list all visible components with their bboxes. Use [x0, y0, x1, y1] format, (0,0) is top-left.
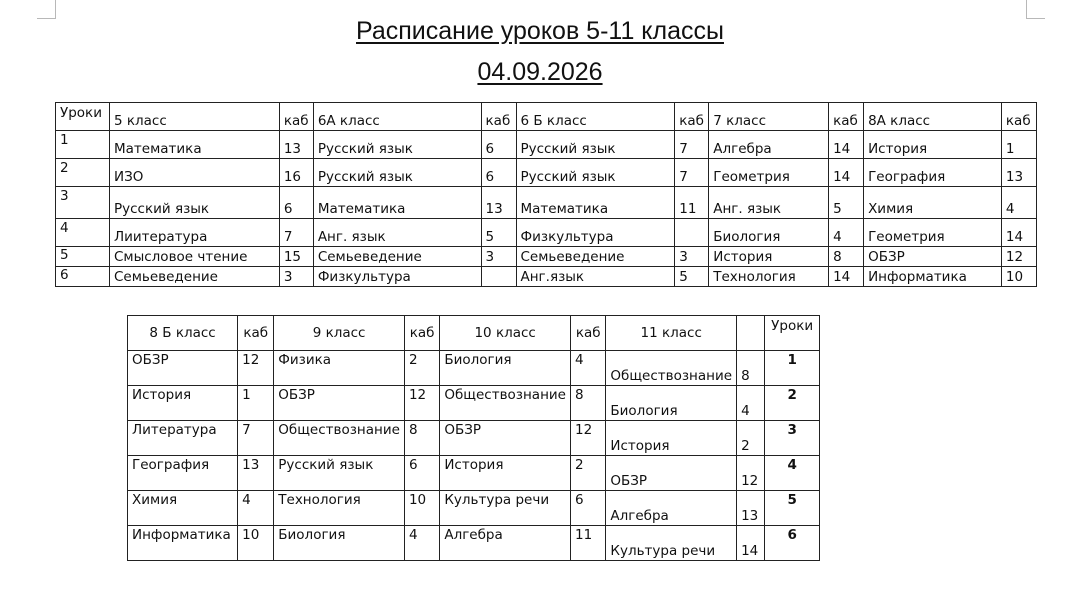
- subject-cell: История: [864, 131, 1002, 159]
- room-cell: 6: [571, 491, 606, 526]
- lesson-number: 2: [56, 159, 110, 187]
- table-header-row: [56, 103, 1037, 131]
- subject-cell: Русский язык: [516, 131, 675, 159]
- subject-cell: Биология: [274, 526, 405, 561]
- subject-cell: Математика: [313, 187, 481, 219]
- schedule-table-5-8a: [55, 102, 1037, 287]
- room-cell: 8: [571, 386, 606, 421]
- subject-cell: ОБЗР: [606, 456, 737, 491]
- subject-cell: Технология: [709, 267, 829, 287]
- subject-cell: Химия: [128, 491, 238, 526]
- room-cell: 4: [1001, 187, 1036, 219]
- room-cell: 13: [279, 131, 313, 159]
- lesson-number: 5: [765, 491, 820, 526]
- room-cell: 10: [404, 491, 439, 526]
- class-header: 8А класс: [864, 103, 1002, 131]
- room-cell: 7: [675, 131, 709, 159]
- subject-cell: История: [606, 421, 737, 456]
- subject-cell: Семьеведение: [313, 247, 481, 267]
- room-cell: 4: [571, 351, 606, 386]
- room-cell: 13: [238, 456, 274, 491]
- class-header: 7 класс: [709, 103, 829, 131]
- class-header: 5 класс: [109, 103, 279, 131]
- table-row: [56, 219, 1037, 247]
- class-header: 10 класс: [440, 316, 571, 351]
- subject-cell: Информатика: [864, 267, 1002, 287]
- subject-cell: ОБЗР: [440, 421, 571, 456]
- room-cell: 7: [279, 219, 313, 247]
- subject-cell: Обществознание: [440, 386, 571, 421]
- room-header: каб: [829, 103, 864, 131]
- subject-cell: Литература: [128, 421, 238, 456]
- room-cell: 10: [1001, 267, 1036, 287]
- room-header: каб: [1001, 103, 1036, 131]
- table-row: [56, 247, 1037, 267]
- subject-cell: Семьеведение: [516, 247, 675, 267]
- subject-cell: Физика: [274, 351, 405, 386]
- room-cell: 8: [404, 421, 439, 456]
- room-cell: 4: [238, 491, 274, 526]
- subject-cell: География: [864, 159, 1002, 187]
- subject-cell: Русский язык: [313, 159, 481, 187]
- lesson-number: 6: [56, 267, 110, 287]
- table-row: [128, 526, 820, 561]
- room-cell: 13: [737, 491, 765, 526]
- room-cell: 7: [675, 159, 709, 187]
- room-cell: 5: [675, 267, 709, 287]
- lesson-number: 5: [56, 247, 110, 267]
- subject-cell: Смысловое чтение: [109, 247, 279, 267]
- subject-cell: Русский язык: [274, 456, 405, 491]
- room-cell: 5: [481, 219, 516, 247]
- lesson-number: 1: [765, 351, 820, 386]
- room-cell: 14: [737, 526, 765, 561]
- room-cell: 14: [829, 159, 864, 187]
- room-cell: 6: [481, 131, 516, 159]
- subject-cell: Анг. язык: [313, 219, 481, 247]
- subject-cell: Биология: [440, 351, 571, 386]
- table-row: [128, 456, 820, 491]
- lesson-number: 2: [765, 386, 820, 421]
- room-header: каб: [279, 103, 313, 131]
- room-cell: 12: [1001, 247, 1036, 267]
- lesson-number: 6: [765, 526, 820, 561]
- room-cell: 4: [737, 386, 765, 421]
- room-header: каб: [481, 103, 516, 131]
- room-cell: 8: [829, 247, 864, 267]
- room-cell: 14: [829, 267, 864, 287]
- subject-cell: Культура речи: [440, 491, 571, 526]
- class-header: 6А класс: [313, 103, 481, 131]
- table-row: [128, 421, 820, 456]
- table-row: [56, 187, 1037, 219]
- schedule-table-8b-11: [127, 315, 820, 561]
- class-header: 9 класс: [274, 316, 405, 351]
- subject-cell: Математика: [516, 187, 675, 219]
- room-cell: 1: [1001, 131, 1036, 159]
- subject-cell: Геометрия: [709, 159, 829, 187]
- subject-cell: Физкультура: [313, 267, 481, 287]
- subject-cell: Русский язык: [313, 131, 481, 159]
- room-cell: 12: [238, 351, 274, 386]
- room-cell: 3: [675, 247, 709, 267]
- room-cell: 12: [571, 421, 606, 456]
- subject-cell: Русский язык: [516, 159, 675, 187]
- room-header: каб: [404, 316, 439, 351]
- lessons-header: Уроки: [56, 103, 110, 131]
- subject-cell: Алгебра: [440, 526, 571, 561]
- subject-cell: Алгебра: [709, 131, 829, 159]
- lesson-number: 4: [56, 219, 110, 247]
- room-cell: [481, 267, 516, 287]
- table-row: [128, 386, 820, 421]
- subject-cell: Обществознание: [274, 421, 405, 456]
- lesson-number: 3: [56, 187, 110, 219]
- class-header: 11 класс: [606, 316, 737, 351]
- subject-cell: ОБЗР: [128, 351, 238, 386]
- room-cell: 1: [238, 386, 274, 421]
- table-row: [56, 159, 1037, 187]
- room-cell: 6: [481, 159, 516, 187]
- subject-cell: История: [128, 386, 238, 421]
- table-row: [128, 491, 820, 526]
- room-cell: 6: [279, 187, 313, 219]
- subject-cell: Геометрия: [864, 219, 1002, 247]
- subject-cell: История: [440, 456, 571, 491]
- lessons-header: Уроки: [765, 316, 820, 351]
- room-cell: 3: [481, 247, 516, 267]
- room-cell: 13: [481, 187, 516, 219]
- room-cell: 2: [737, 421, 765, 456]
- subject-cell: Биология: [709, 219, 829, 247]
- subject-cell: Биология: [606, 386, 737, 421]
- subject-cell: Физкультура: [516, 219, 675, 247]
- subject-cell: Анг.язык: [516, 267, 675, 287]
- room-cell: 12: [404, 386, 439, 421]
- room-cell: 10: [238, 526, 274, 561]
- subject-cell: Технология: [274, 491, 405, 526]
- table-row: [128, 351, 820, 386]
- class-header: 6 Б класс: [516, 103, 675, 131]
- room-cell: 14: [829, 131, 864, 159]
- lesson-number: 4: [765, 456, 820, 491]
- subject-cell: История: [709, 247, 829, 267]
- room-cell: 14: [1001, 219, 1036, 247]
- room-cell: 4: [404, 526, 439, 561]
- class-header: 8 Б класс: [128, 316, 238, 351]
- room-cell: 7: [238, 421, 274, 456]
- room-cell: 8: [737, 351, 765, 386]
- document-title: Расписание уроков 5-11 классы: [356, 17, 724, 45]
- subject-cell: Математика: [109, 131, 279, 159]
- table-header-row: [128, 316, 820, 351]
- subject-cell: ИЗО: [109, 159, 279, 187]
- table-row: [56, 131, 1037, 159]
- subject-cell: ОБЗР: [274, 386, 405, 421]
- subject-cell: Информатика: [128, 526, 238, 561]
- room-header: каб: [571, 316, 606, 351]
- room-header: каб: [238, 316, 274, 351]
- room-cell: 11: [571, 526, 606, 561]
- subject-cell: Семьеведение: [109, 267, 279, 287]
- subject-cell: ОБЗР: [864, 247, 1002, 267]
- room-cell: 2: [571, 456, 606, 491]
- room-cell: 4: [829, 219, 864, 247]
- subject-cell: Алгебра: [606, 491, 737, 526]
- subject-cell: Химия: [864, 187, 1002, 219]
- room-cell: 5: [829, 187, 864, 219]
- document-date: 04.09.2026: [477, 58, 603, 86]
- room-header-empty: [737, 316, 765, 351]
- room-cell: 3: [279, 267, 313, 287]
- lesson-number: 1: [56, 131, 110, 159]
- subject-cell: Русский язык: [109, 187, 279, 219]
- room-cell: 11: [675, 187, 709, 219]
- subject-cell: Культура речи: [606, 526, 737, 561]
- subject-cell: География: [128, 456, 238, 491]
- lesson-number: 3: [765, 421, 820, 456]
- room-cell: 15: [279, 247, 313, 267]
- room-header: каб: [675, 103, 709, 131]
- room-cell: 2: [404, 351, 439, 386]
- subject-cell: Обществознание: [606, 351, 737, 386]
- subject-cell: Лиитература: [109, 219, 279, 247]
- room-cell: [675, 219, 709, 247]
- room-cell: 6: [404, 456, 439, 491]
- room-cell: 13: [1001, 159, 1036, 187]
- room-cell: 16: [279, 159, 313, 187]
- room-cell: 12: [737, 456, 765, 491]
- subject-cell: Анг. язык: [709, 187, 829, 219]
- table-row: [56, 267, 1037, 287]
